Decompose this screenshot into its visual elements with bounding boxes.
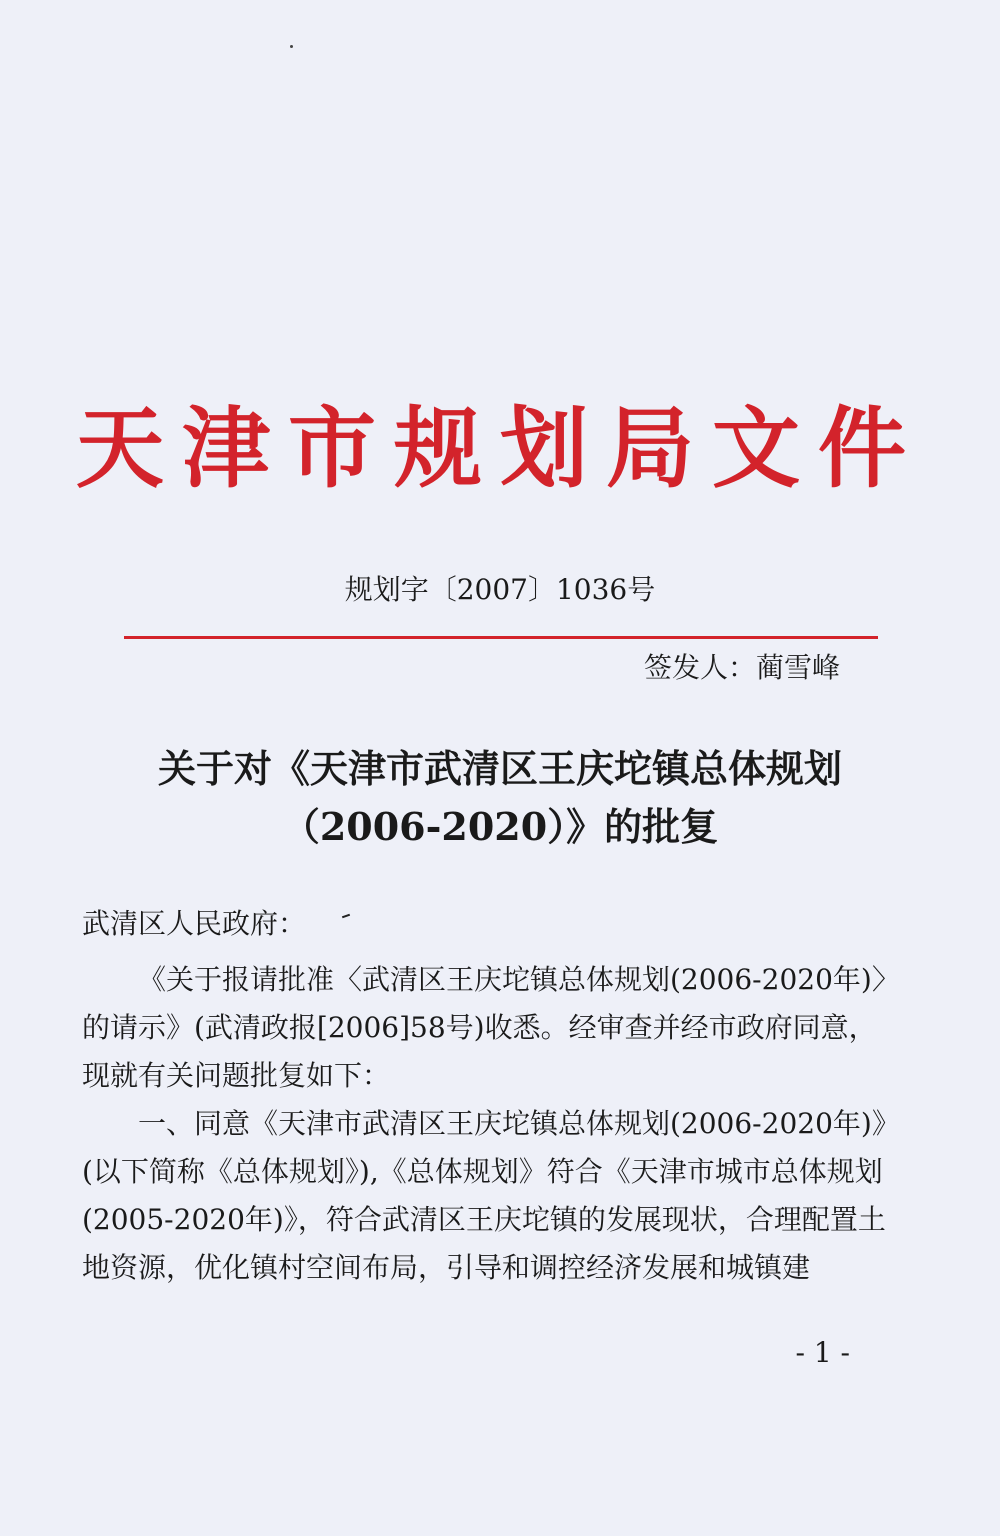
document-title-line-1: 关于对《天津市武清区王庆坨镇总体规划 — [157, 746, 842, 791]
paragraph-approval-item-1: 一、同意《天津市武清区王庆坨镇总体规划(2006-2020年)》(以下简称《总体规划》),《总体规划》符合《天津市城市总体规划(2005-2020年)》，符合武清区王庆坨镇的发展现状，合理配置土地资源，优化镇村空间布局，引导和调控经济发展和城镇建 — [82, 1107, 900, 1284]
paragraph-request-ack: 《关于报请批准〈武清区王庆坨镇总体规划(2006-2020年)〉的请示》(武清政报[2006]58号)收悉。经审查并经市政府同意，现就有关问题批复如下： — [82, 963, 900, 1092]
red-divider-line — [124, 636, 878, 639]
addressee: 武清区人民政府： — [82, 907, 307, 940]
document-body — [82, 900, 902, 1292]
document-title — [0, 740, 1000, 856]
document-number: 规划字〔2007〕1036号 — [344, 573, 656, 606]
scan-speck — [290, 45, 293, 48]
signer-line: 签发人：蔺雪峰 — [643, 651, 840, 684]
page-number: - 1 - — [795, 1336, 850, 1369]
issuing-authority-header: 天津市规划局文件 — [75, 396, 924, 500]
document-title-line-2: （2006-2020）》的批复 — [281, 804, 719, 849]
